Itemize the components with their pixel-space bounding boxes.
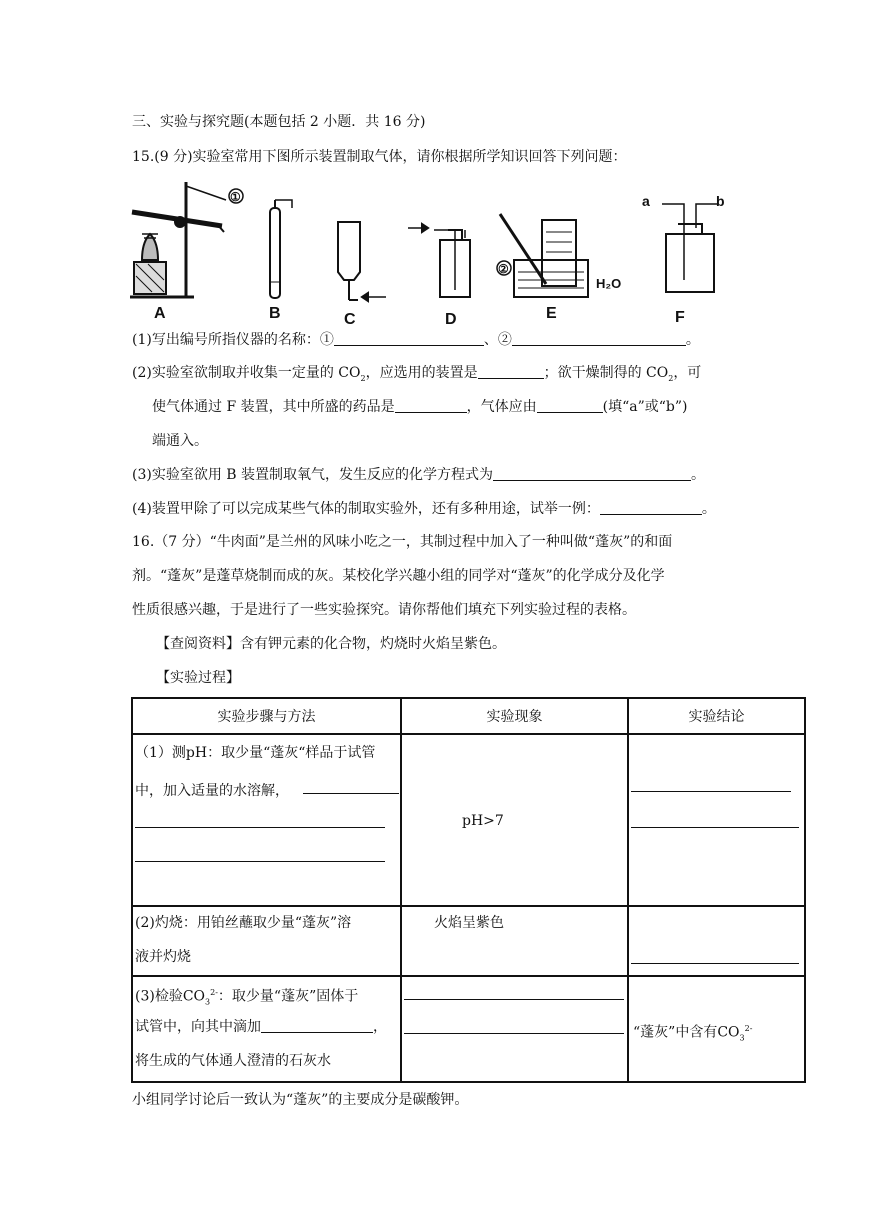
answer-blank-3[interactable] <box>478 364 544 379</box>
answer-blank-2[interactable] <box>512 331 686 346</box>
apparatus-b-icon <box>270 200 292 298</box>
table-header-row <box>132 698 805 734</box>
answer-blank-7[interactable] <box>600 500 702 515</box>
row2-conclusion <box>628 906 805 976</box>
port-b-label: b <box>716 193 725 209</box>
apparatus-f-icon <box>662 204 718 292</box>
answer-blank-5[interactable] <box>537 398 603 413</box>
apparatus-a-icon <box>130 182 226 297</box>
port-a-label: a <box>642 193 650 209</box>
row3-conclusion: “蓬灰”中含有$CO_3^{2-}$ <box>628 976 805 1082</box>
q15-part1: (1)写出编号所指仪器的名称：① 、② 。 <box>132 332 700 348</box>
q15-stem: 15.(9 分)实验室常用下图所示装置制取气体，请你根据所学知识回答下列问题： <box>132 149 627 165</box>
marker-1: ① <box>230 190 241 204</box>
answer-blank-4[interactable] <box>395 398 467 413</box>
row3-phenomenon <box>401 976 628 1082</box>
row2-conclusion-blank[interactable] <box>631 963 799 964</box>
row1-phenomenon: pH>7 <box>401 734 628 906</box>
table-row <box>132 976 805 1082</box>
q15-part4: (4)装置甲除了可以完成某些气体的制取实验外，还有多种用途，试举一例： 。 <box>132 501 716 517</box>
row2-phenomenon: 火焰呈紫色 <box>401 906 628 976</box>
answer-blank-6[interactable] <box>493 466 691 481</box>
apparatus-e-icon <box>497 214 588 297</box>
q16-line2: 剂。“蓬灰”是蓬草烧制而成的灰。某校化学兴趣小组的同学对“蓬灰”的化学成分及化学 <box>132 568 665 584</box>
row1-step-blank-3[interactable] <box>135 861 385 862</box>
experiment-table <box>131 697 806 1083</box>
q16-info: 【查阅资料】含有钾元素的化合物，灼烧时火焰呈紫色。 <box>156 636 506 652</box>
label-f: F <box>675 309 685 326</box>
q15-part2-line2: 使气体通过 F 装置，其中所盛的药品是 ，气体应由 (填“a”或“b”) <box>152 399 688 415</box>
q15-part2-line3: 端通入。 <box>152 433 208 449</box>
table-row <box>132 906 805 976</box>
row1-step: （1）测pH：取少量“蓬灰“样品于试管 中，加入适量的水溶解， <box>132 734 401 906</box>
row3-phenomenon-blank-2[interactable] <box>404 1033 624 1034</box>
section-title: 三、实验与探究题(本题包括 2 小题．共 16 分) <box>132 114 426 130</box>
q16-line1: 16.（7 分）“牛肉面”是兰州的风味小吃之一，其制过程中加入了一种叫做“蓬灰”的和面 <box>132 534 673 550</box>
q15-part3: (3)实验室欲用 B 装置制取氧气，发生反应的化学方程式为 。 <box>132 467 706 483</box>
row1-step-blank-1[interactable] <box>303 793 399 794</box>
row1-conclusion-blank-2[interactable] <box>631 827 799 828</box>
apparatus-d-icon <box>408 224 470 297</box>
q15-part2-line1: (2)实验室欲制取并收集一定量的 $CO_2$，应选用的装置是 ；欲干燥制得的 $CO_2$，可 <box>132 365 702 383</box>
label-b: B <box>269 305 281 322</box>
q16-closing: 小组同学讨论后一致认为“蓬灰”的主要成分是碳酸钾。 <box>132 1092 469 1108</box>
marker-2: ② <box>498 262 509 276</box>
header-conclusion: 实验结论 <box>628 698 805 734</box>
row2-step: (2)灼烧：用铂丝蘸取少量“蓬灰”溶 液并灼烧 <box>132 906 401 976</box>
water-label: H₂O <box>596 276 622 291</box>
label-a: A <box>154 305 166 322</box>
row1-conclusion <box>628 734 805 906</box>
apparatus-figure <box>122 172 742 327</box>
header-steps: 实验步骤与方法 <box>132 698 401 734</box>
row3-step: (3)检验$CO_3^{2-}$：取少量“蓬灰”固体于 试管中，向其中滴加 ， 将生成的气体通人澄清的石灰水 <box>132 976 401 1082</box>
row3-step-blank[interactable] <box>261 1018 373 1033</box>
row3-phenomenon-blank-1[interactable] <box>404 999 624 1000</box>
table-row <box>132 734 805 906</box>
q16-process-heading: 【实验过程】 <box>156 670 240 686</box>
q16-line3: 性质很感兴趣，于是进行了一些实验探究。请你帮他们填充下列实验过程的表格。 <box>132 602 636 618</box>
row1-step-blank-2[interactable] <box>135 827 385 828</box>
label-e: E <box>546 305 557 322</box>
answer-blank-1[interactable] <box>334 331 484 346</box>
label-c: C <box>344 311 356 327</box>
header-phenomenon: 实验现象 <box>401 698 628 734</box>
apparatus-c-icon <box>338 222 386 301</box>
row1-conclusion-blank-1[interactable] <box>631 791 791 792</box>
label-d: D <box>445 311 457 327</box>
